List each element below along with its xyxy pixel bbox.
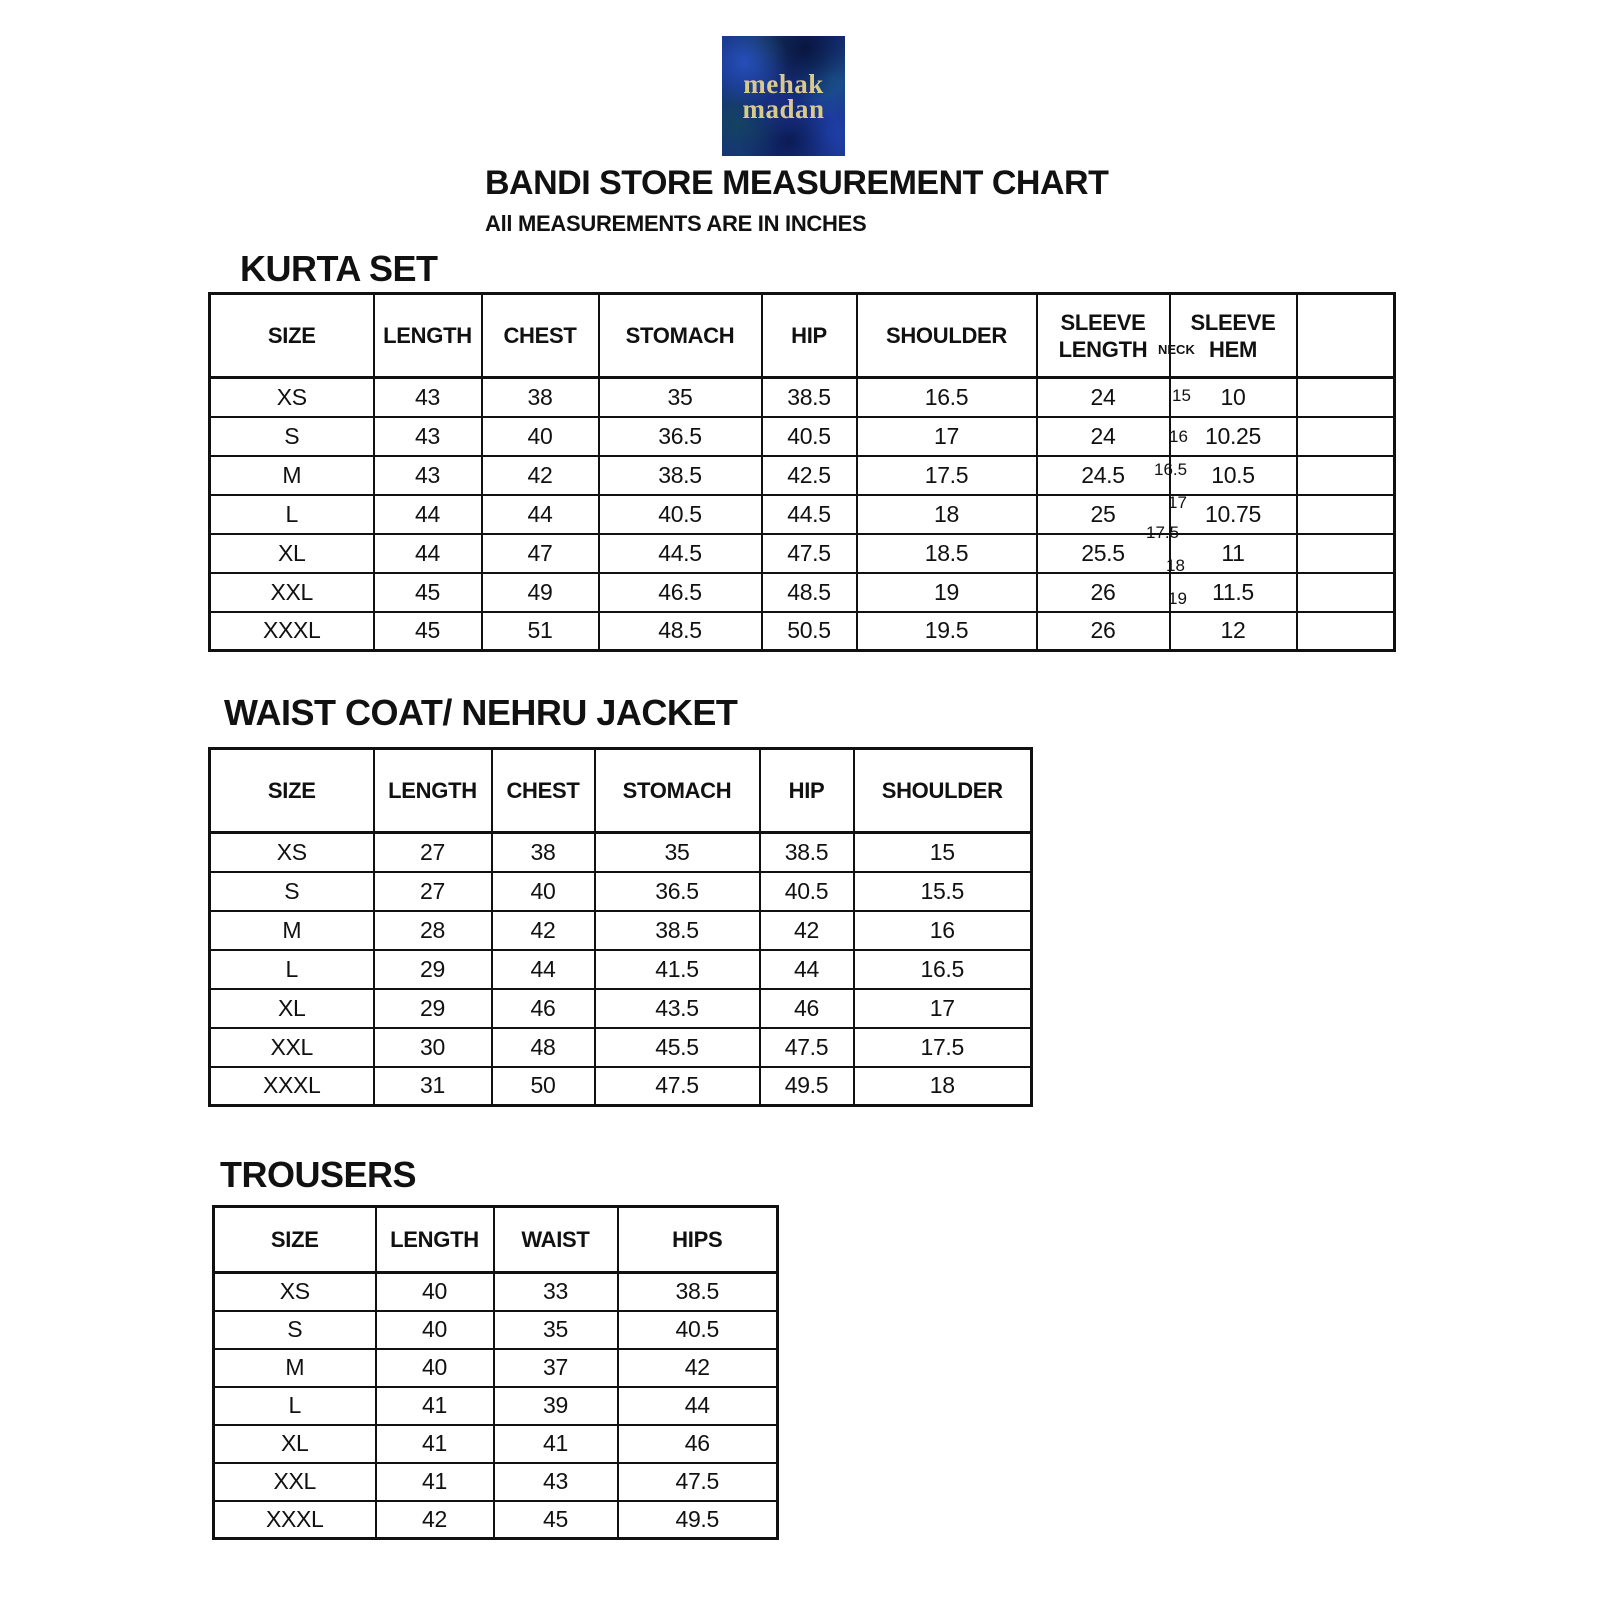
neck-column-label: NECK (1158, 342, 1195, 357)
measurement-cell: 45.5 (595, 1028, 760, 1067)
neck-measurement: 17.5 (1146, 523, 1180, 542)
column-header-text: CHEST (506, 778, 580, 803)
column-header-text: HIPS (672, 1227, 723, 1252)
measurement-cell: 43 (494, 1463, 618, 1501)
measurement-cell: 48.5 (762, 573, 857, 612)
measurement-cell: 42 (618, 1349, 778, 1387)
size-cell: XL (210, 534, 374, 573)
column-header-text: HIP (788, 778, 825, 803)
column-header-hips (618, 1207, 778, 1273)
measurement-cell: 38.5 (618, 1273, 778, 1311)
column-header-size (210, 294, 374, 378)
size-row-l (214, 1387, 778, 1425)
measurement-cell: 44 (374, 495, 482, 534)
measurement-cell: 38 (482, 378, 599, 417)
measurement-cell: 48.5 (599, 612, 762, 651)
measurement-cell: 43 (374, 378, 482, 417)
kurta-set-table (208, 292, 1396, 652)
section-heading-trousers: TROUSERS (220, 1154, 417, 1195)
size-row-s (210, 417, 1395, 456)
measurement-cell: 35 (599, 378, 762, 417)
measurement-cell: 38.5 (760, 833, 854, 872)
measurement-cell: 43 (374, 456, 482, 495)
measurement-cell: 39 (494, 1387, 618, 1425)
neck-measurement: 18 (1166, 556, 1185, 575)
measurement-cell: 42 (760, 911, 854, 950)
measurement-cell: 35 (494, 1311, 618, 1349)
neck-measurement: 15 (1172, 386, 1191, 405)
brand-name-line2: madan (742, 94, 825, 124)
measurement-cell: 16.5 (857, 378, 1037, 417)
measurement-cell: 40.5 (599, 495, 762, 534)
measurement-cell: 47 (482, 534, 599, 573)
column-header-sleeve-hem (1170, 294, 1297, 378)
size-row-xxl (210, 573, 1395, 612)
measurement-cell: 40 (376, 1311, 494, 1349)
measurement-cell: 40 (376, 1349, 494, 1387)
size-cell: M (210, 911, 374, 950)
measurement-cell: 42 (376, 1501, 494, 1539)
measurement-cell: 16 (854, 911, 1032, 950)
column-header-shoulder (854, 749, 1032, 833)
size-row-xs (210, 833, 1032, 872)
size-row-xxxl (214, 1501, 778, 1539)
measurement-cell: 17.5 (854, 1028, 1032, 1067)
measurement-cell: 49 (482, 573, 599, 612)
size-row-xxl (210, 1028, 1032, 1067)
measurement-cell: 29 (374, 950, 492, 989)
column-header-text: SIZE (270, 1227, 319, 1252)
measurement-cell (1297, 612, 1395, 651)
neck-measurement: 19 (1168, 589, 1187, 608)
size-row-s (214, 1311, 778, 1349)
measurement-cell (1297, 378, 1395, 417)
measurement-cell: 17.5 (857, 456, 1037, 495)
column-header-hip (760, 749, 854, 833)
measurement-cell: 35 (595, 833, 760, 872)
measurement-cell: 46.5 (599, 573, 762, 612)
measurement-cell: 24 (1037, 417, 1170, 456)
measurement-cell: 25 (1037, 495, 1170, 534)
size-cell: XS (210, 378, 374, 417)
column-header-text: SIZE (267, 323, 316, 348)
size-cell: XL (214, 1425, 376, 1463)
measurement-cell: 49.5 (618, 1501, 778, 1539)
measurement-cell: 33 (494, 1273, 618, 1311)
size-cell: XXL (210, 1028, 374, 1067)
column-header-sleeve-length (1037, 294, 1170, 378)
size-row-xxxl (210, 1067, 1032, 1106)
size-cell: XS (210, 833, 374, 872)
measurement-cell: 40.5 (760, 872, 854, 911)
section-heading-kurta-set: KURTA SET (240, 248, 438, 289)
column-header-text: LENGTH (383, 323, 472, 348)
size-cell: XS (214, 1273, 376, 1311)
measurement-cell: 44 (374, 534, 482, 573)
measurement-cell: 11 (1170, 534, 1297, 573)
measurement-cell: 10 (1170, 378, 1297, 417)
measurement-cell: 44.5 (599, 534, 762, 573)
measurement-cell (1297, 495, 1395, 534)
size-row-xl (210, 989, 1032, 1028)
column-header-length (374, 294, 482, 378)
measurement-cell: 42.5 (762, 456, 857, 495)
column-header-text: STOMACH (625, 323, 735, 348)
measurement-cell: 27 (374, 833, 492, 872)
measurement-cell: 26 (1037, 612, 1170, 651)
measurement-cell: 40 (482, 417, 599, 456)
measurement-cell: 18.5 (857, 534, 1037, 573)
page-title: BANDI STORE MEASUREMENT CHART (485, 164, 1109, 202)
column-header-shoulder (857, 294, 1037, 378)
trousers-table-wrap (212, 1205, 779, 1540)
size-cell: XXL (210, 573, 374, 612)
size-cell: S (210, 872, 374, 911)
neck-measurement: 17 (1168, 493, 1187, 512)
measurement-cell: 37 (494, 1349, 618, 1387)
measurement-cell: 40 (492, 872, 595, 911)
size-cell: S (214, 1311, 376, 1349)
column-header-chest (492, 749, 595, 833)
measurement-cell: 18 (854, 1067, 1032, 1106)
size-row-xxxl (210, 612, 1395, 651)
size-row-xs (214, 1273, 778, 1311)
column-header-stomach (599, 294, 762, 378)
header-row (210, 749, 1032, 833)
measurement-cell: 46 (760, 989, 854, 1028)
measurement-cell: 42 (482, 456, 599, 495)
neck-measurement: 16.5 (1154, 460, 1188, 479)
measurement-cell: 47.5 (595, 1067, 760, 1106)
brand-logo (722, 36, 845, 156)
column-header-text: LENGTH (388, 778, 477, 803)
measurement-cell: 41 (376, 1463, 494, 1501)
measurement-cell: 41 (376, 1425, 494, 1463)
measurement-cell: 45 (374, 612, 482, 651)
measurement-cell: 44.5 (762, 495, 857, 534)
size-row-m (210, 911, 1032, 950)
measurement-cell (1297, 573, 1395, 612)
size-cell: S (210, 417, 374, 456)
measurement-cell: 11.5 (1170, 573, 1297, 612)
column-header-blank (1297, 294, 1395, 378)
size-row-l (210, 950, 1032, 989)
measurement-cell: 38.5 (595, 911, 760, 950)
column-header-text: HIP (791, 323, 827, 348)
waist-coat-table-wrap (208, 747, 1033, 1107)
measurement-cell: 50.5 (762, 612, 857, 651)
measurement-cell: 19.5 (857, 612, 1037, 651)
measurement-cell: 15 (854, 833, 1032, 872)
column-header-text: CHEST (503, 323, 577, 348)
size-cell: L (210, 495, 374, 534)
column-header-text: SHOULDER (885, 323, 1008, 348)
column-header-text: STOMACH (622, 778, 732, 803)
measurement-cell: 44 (492, 950, 595, 989)
measurement-cell: 43.5 (595, 989, 760, 1028)
measurement-cell: 31 (374, 1067, 492, 1106)
size-cell: M (210, 456, 374, 495)
measurement-cell: 18 (857, 495, 1037, 534)
measurement-cell: 24 (1037, 378, 1170, 417)
measurement-cell: 48 (492, 1028, 595, 1067)
column-header-text: LENGTH (390, 1227, 479, 1252)
measurement-cell: 36.5 (595, 872, 760, 911)
measurement-cell: 17 (857, 417, 1037, 456)
column-header-text: WAIST (521, 1227, 590, 1252)
measurement-cell: 38.5 (762, 378, 857, 417)
column-header-size (210, 749, 374, 833)
size-row-xxl (214, 1463, 778, 1501)
column-header-stomach (595, 749, 760, 833)
measurement-cell: 45 (494, 1501, 618, 1539)
measurement-cell: 12 (1170, 612, 1297, 651)
measurement-cell: 44 (760, 950, 854, 989)
size-cell: XXL (214, 1463, 376, 1501)
measurement-cell: 38 (492, 833, 595, 872)
size-row-m (210, 456, 1395, 495)
size-cell: XXXL (210, 612, 374, 651)
measurement-cell: 47.5 (618, 1463, 778, 1501)
size-cell: L (210, 950, 374, 989)
column-header-text: SIZE (267, 778, 316, 803)
measurement-cell: 49.5 (760, 1067, 854, 1106)
measurement-cell (1297, 456, 1395, 495)
column-header-length (376, 1207, 494, 1273)
measurement-cell: 50 (492, 1067, 595, 1106)
measurement-cell: 51 (482, 612, 599, 651)
brand-name-line1: mehak (743, 69, 824, 99)
measurement-cell (1297, 417, 1395, 456)
measurement-cell: 42 (492, 911, 595, 950)
measurement-cell: 29 (374, 989, 492, 1028)
measurement-cell: 15.5 (854, 872, 1032, 911)
size-cell: XL (210, 989, 374, 1028)
size-cell: XXXL (210, 1067, 374, 1106)
size-row-m (214, 1349, 778, 1387)
column-header-length (374, 749, 492, 833)
column-header-hip (762, 294, 857, 378)
size-row-xs (210, 378, 1395, 417)
measurement-cell: 46 (492, 989, 595, 1028)
size-cell: L (214, 1387, 376, 1425)
brand-logo-text (742, 69, 825, 124)
measurement-cell: 41 (494, 1425, 618, 1463)
column-header-size (214, 1207, 376, 1273)
measurement-cell (1297, 534, 1395, 573)
measurement-cell: 45 (374, 573, 482, 612)
measurement-cell: 38.5 (599, 456, 762, 495)
column-header-waist (494, 1207, 618, 1273)
measurement-cell: 40.5 (618, 1311, 778, 1349)
measurement-cell: 30 (374, 1028, 492, 1067)
column-header-text: SLEEVE (1060, 309, 1146, 335)
column-header-chest (482, 294, 599, 378)
section-heading-waist-coat: WAIST COAT/ NEHRU JACKET (224, 692, 738, 733)
size-row-xl (214, 1425, 778, 1463)
column-header-text: LENGTH (1058, 336, 1148, 362)
measurement-cell: 41.5 (595, 950, 760, 989)
measurement-cell: 43 (374, 417, 482, 456)
measurement-cell: 24.5 (1037, 456, 1170, 495)
measurement-cell: 27 (374, 872, 492, 911)
measurement-cell: 36.5 (599, 417, 762, 456)
measurement-cell: 25.5 (1037, 534, 1170, 573)
measurement-cell: 10.5 (1170, 456, 1297, 495)
measurement-cell: 10.25 (1170, 417, 1297, 456)
measurement-cell: 47.5 (762, 534, 857, 573)
measurement-cell: 10.75 (1170, 495, 1297, 534)
measurement-cell: 16.5 (854, 950, 1032, 989)
header-row (214, 1207, 778, 1273)
column-header-text: HEM (1209, 336, 1257, 362)
size-row-xl (210, 534, 1395, 573)
measurement-cell: 47.5 (760, 1028, 854, 1067)
measurement-cell: 40.5 (762, 417, 857, 456)
waist-coat-table (208, 747, 1033, 1107)
measurement-cell: 46 (618, 1425, 778, 1463)
kurta-set-table-wrap (208, 292, 1396, 652)
column-header-text: SHOULDER (881, 778, 1003, 803)
measurement-cell: 44 (618, 1387, 778, 1425)
size-cell: XXXL (214, 1501, 376, 1539)
measurement-cell: 40 (376, 1273, 494, 1311)
measurement-cell: 41 (376, 1387, 494, 1425)
size-cell: M (214, 1349, 376, 1387)
measurement-cell: 19 (857, 573, 1037, 612)
measurement-cell: 28 (374, 911, 492, 950)
measurement-cell: 26 (1037, 573, 1170, 612)
size-row-s (210, 872, 1032, 911)
trousers-table (212, 1205, 779, 1540)
size-row-l (210, 495, 1395, 534)
measurement-cell: 44 (482, 495, 599, 534)
measurement-cell: 17 (854, 989, 1032, 1028)
neck-measurement: 16 (1169, 427, 1188, 446)
column-header-text: SLEEVE (1190, 309, 1276, 335)
page-subtitle: All MEASUREMENTS ARE IN INCHES (485, 211, 867, 236)
header-row (210, 294, 1395, 378)
